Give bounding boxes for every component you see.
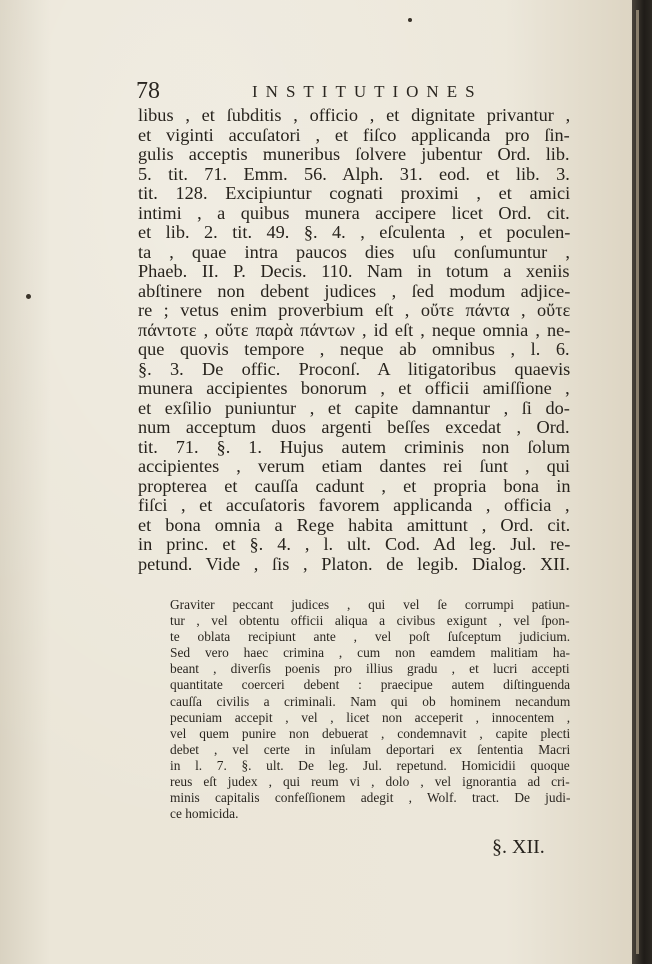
text-line: petund. Vide , ſis , Platon. de legib. Dialog. XII. xyxy=(138,553,570,574)
text-line: que quovis tempore , neque ab omnibus , l. 6. xyxy=(138,339,570,359)
text-line: et viginti accuſatori , et fiſco applicanda pro ſin- xyxy=(138,124,570,145)
page-header xyxy=(136,78,576,108)
footnote-line: cauſſa civilis a criminali. Nam qui ob hominem necandum xyxy=(170,693,571,709)
footnote-line: debet , vel certe in inſulam deportari ex ſententia Macri xyxy=(170,741,571,757)
footnote-line: pecuniam accepit , vel , licet non acceperit , innocentem , xyxy=(170,709,571,725)
footnote xyxy=(170,597,570,822)
text-line: re ; vetus enim proverbium eſt , οὔτε πάντα , οὔτε xyxy=(138,300,571,320)
ink-speck xyxy=(408,18,412,22)
footnote-line: beant , diverſis poenis pro illius gradu , et lucri accepti xyxy=(170,661,570,677)
page-edge xyxy=(636,10,639,954)
text-line: fiſci , et accuſatoris favorem applicanda , officia , xyxy=(138,495,570,515)
text-line: libus , et ſubditis , officio , et dignitate privantur , xyxy=(138,105,571,125)
text-line: et bona omnia a Rege habita amittunt , Ord. cit. xyxy=(138,514,571,535)
section-mark: §. XII. xyxy=(492,836,545,858)
footnote-line: vel quem punire non debuerat , condemnavit , capite plecti xyxy=(170,725,571,741)
footnote-line: Sed vero haec crimina , cum non eamdem malitiam ha- xyxy=(170,645,570,661)
footnote-line: te oblata recipiunt ante , vel poſt ſuſceptum judicium. xyxy=(170,629,571,645)
page-number: 78 xyxy=(136,78,160,104)
footnote-line: in l. 7. §. ult. De leg. Jul. repetund. Homicidii quoque xyxy=(170,757,570,773)
text-line: §. 3. De offic. Proconſ. A litigatoribus quaevis xyxy=(138,358,571,379)
book-gutter xyxy=(632,0,652,964)
footnote-line: reus eſt judex , qui reum vi , dolo , vel ignorantia ad cri- xyxy=(170,774,570,790)
text-line: abſtinere non debent judices , ſed modum adjice- xyxy=(138,280,571,301)
text-line: tit. 128. Excipiuntur cognati proximi , et amici xyxy=(138,183,571,203)
main-text xyxy=(138,106,570,574)
text-line: propterea et cauſſa cadunt , et propria bona in xyxy=(138,475,571,496)
text-line: 5. tit. 71. Emm. 56. Alph. 31. eod. et lib. 3. xyxy=(138,163,570,184)
text-line: accipientes , verum etiam dantes rei ſunt , qui xyxy=(138,456,570,476)
text-line: ta , quae intra paucos dies uſu conſumuntur , xyxy=(138,241,570,262)
text-line: in princ. et §. 4. , l. ult. Cod. Ad leg. Jul. re- xyxy=(138,534,571,554)
ink-speck xyxy=(26,294,31,299)
footnote-line: minis capitalis confeſſionem adegit , Wolf. tract. De judi- xyxy=(170,790,571,806)
footnote-line: tur , vel obtentu officii aliqua a civibus exigunt , vel ſpon- xyxy=(170,613,570,629)
text-line: tit. 71. §. 1. Hujus autem criminis non ſolum xyxy=(138,436,570,457)
footnote-line: quantitate coerceri debent : praecipue autem diſtinguenda xyxy=(170,677,571,693)
text-line: munera accipientes bonorum , et officii amiſſione , xyxy=(138,378,570,398)
running-head: INSTITUTIONES xyxy=(252,82,483,101)
text-line: et exſilio puniuntur , et capite damnantur , ſi do- xyxy=(138,397,570,418)
footnote-line: Graviter peccant judices , qui vel ſe corrumpi patiun- xyxy=(170,597,570,612)
text-line: et lib. 2. tit. 49. §. 4. , eſculenta , et poculen- xyxy=(138,222,571,242)
text-line: num acceptum duos argenti beſſes excedat , Ord. xyxy=(138,417,570,437)
text-line: intimi , a quibus munera accipere licet Ord. cit. xyxy=(138,202,570,223)
footnote-line: ce homicida. xyxy=(170,806,239,822)
text-line: gulis acceptis muneribus ſolvere jubentur Ord. lib. xyxy=(138,144,570,164)
text-line: Phaeb. II. P. Decis. 110. Nam in totum a xeniis xyxy=(138,261,570,281)
text-line: πάντοτε , οὔτε παρὰ πάντων , id eſt , neque omnia , ne- xyxy=(138,319,571,340)
